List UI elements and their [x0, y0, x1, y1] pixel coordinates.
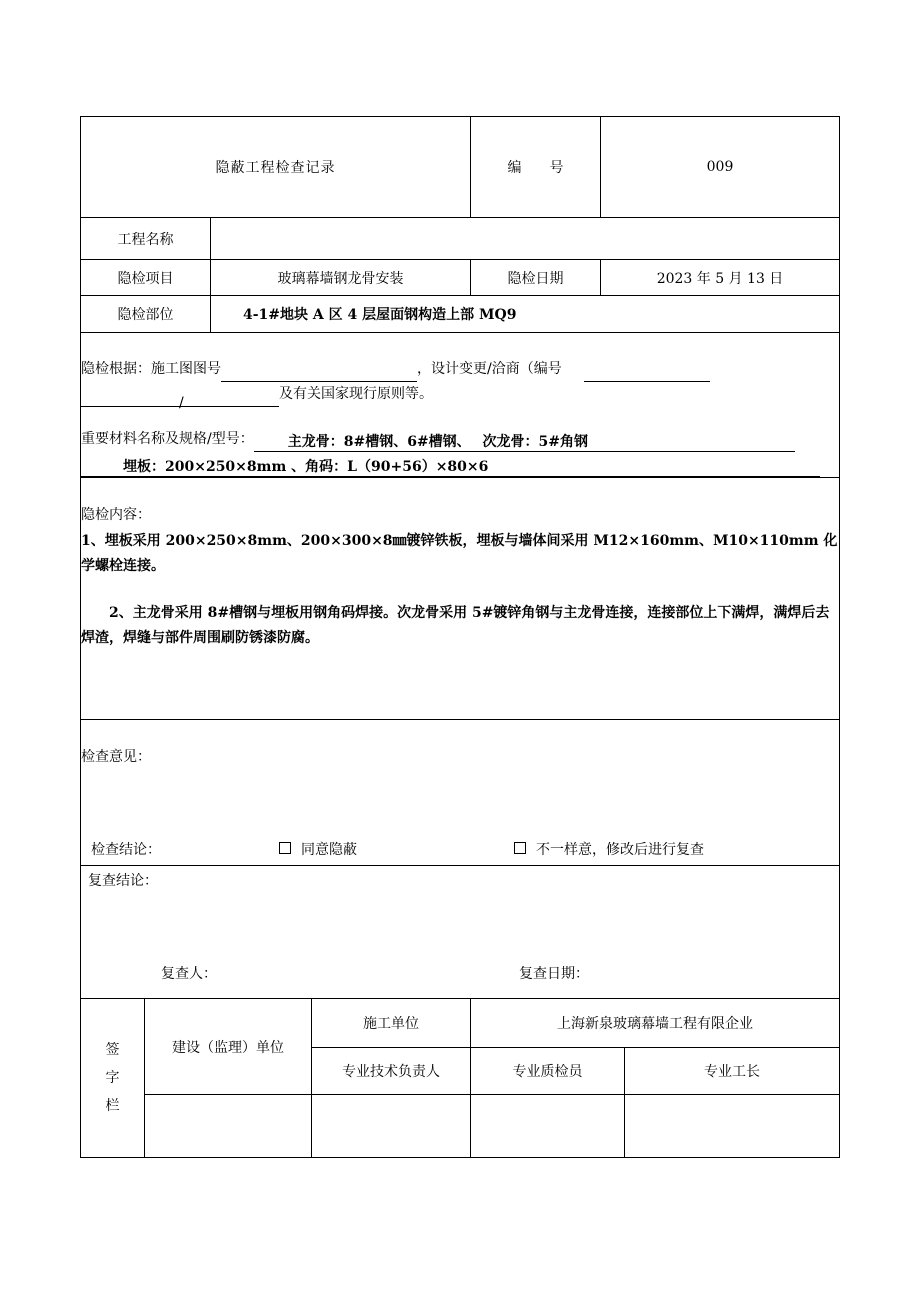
tech-lead-label: 专业技术负责人: [312, 1048, 471, 1095]
inspection-item-value: 玻璃幕墙钢龙骨安装: [211, 260, 471, 296]
basis-materials-row: [81, 333, 840, 478]
supervisor-signature-cell[interactable]: [145, 1095, 312, 1158]
inspection-date-label: 隐检日期: [471, 260, 601, 296]
project-name-value: [211, 218, 840, 260]
materials-line-2: [81, 452, 839, 477]
signature-row-1: [81, 999, 840, 1048]
materials-spec-2: 埋板：200×250×8mm 、角码：L（90+56）×80×6: [81, 458, 820, 477]
tech-lead-signature-cell[interactable]: [312, 1095, 471, 1158]
materials-label: 重要材料名称及规格/型号：: [81, 431, 254, 447]
inspection-location-label: 隐检部位: [81, 296, 211, 333]
inspection-date-value: 2023 年 5 月 13 日: [601, 260, 840, 296]
materials-spec-1: 主龙骨：8#槽钢、6#槽钢、 次龙骨：5#角钢: [254, 433, 795, 452]
supervisor-label: 建设（监理）单位: [145, 999, 312, 1095]
inspection-row: [81, 720, 840, 866]
content-item-1: 1、埋板采用 200×250×8mm、200×300×8㎜镀锌铁板，埋板与墙体间采用 M12×160mm、M10×110mm 化学螺栓连接。: [81, 533, 838, 574]
content-row: [81, 478, 840, 720]
change-number-blank: [584, 366, 710, 382]
inspection-conclusion-line: [91, 838, 161, 863]
basis-middle: ，设计变更/洽商（编号: [417, 361, 562, 377]
recheck-row: [81, 866, 840, 999]
disagree-checkbox[interactable]: [514, 842, 526, 854]
form-title: 隐蔽工程检查记录: [81, 117, 471, 218]
number-value: 009: [601, 117, 840, 218]
basis-line-1: [81, 357, 839, 382]
number-label: 编 号: [471, 117, 601, 218]
inspection-record-form: [80, 116, 839, 1158]
signature-row-3: [81, 1095, 840, 1158]
qc-inspector-label: 专业质检员: [471, 1048, 625, 1095]
signature-column-label: 签字栏: [81, 999, 145, 1158]
materials-line-1: [81, 427, 839, 452]
project-name-row: [81, 218, 840, 260]
foreman-signature-cell[interactable]: [625, 1095, 840, 1158]
inspection-opinion-label: 检查意见：: [81, 749, 151, 765]
contractor-value: 上海新泉玻璃幕墙工程有限企业: [471, 999, 840, 1048]
basis-suffix: 及有关国家现行原则等。: [279, 386, 433, 402]
basis-slash: /: [179, 395, 184, 411]
recheck-person-label: 复查人：: [161, 966, 217, 982]
drawing-number-blank: [221, 366, 417, 382]
inspection-conclusion-label: 检查结论：: [91, 842, 161, 858]
form-table: [80, 116, 840, 1158]
basis-line-2: [81, 382, 839, 411]
recheck-date-label: 复查日期：: [519, 966, 589, 982]
basis-blank-a: [81, 391, 179, 407]
basis-prefix: 隐检根据：施工图图号: [81, 361, 221, 377]
inspection-location-value: 4-1#地块 A 区 4 层屋面钢构造上部 MQ9: [211, 296, 840, 333]
header-row: [81, 117, 840, 218]
project-name-label: 工程名称: [81, 218, 211, 260]
option-disagree-label: 不一样意，修改后进行复查: [536, 842, 704, 858]
option-disagree[interactable]: [514, 838, 704, 863]
foreman-label: 专业工长: [625, 1048, 840, 1095]
agree-checkbox[interactable]: [279, 842, 291, 854]
option-agree-label: 同意隐蔽: [301, 842, 357, 858]
content-item-2: 2、主龙骨采用 8#槽钢与埋板用钢角码焊接。次龙骨采用 5#镀锌角钢与主龙骨连接，连接部位上下满焊，满焊后去焊渣，焊缝与部件周围刷防锈漆防腐。: [81, 605, 830, 646]
basis-slash-blank: [179, 391, 279, 411]
inspection-item-label: 隐检项目: [81, 260, 211, 296]
contractor-label: 施工单位: [312, 999, 471, 1048]
option-agree[interactable]: [279, 838, 357, 863]
qc-signature-cell[interactable]: [471, 1095, 625, 1158]
content-label: 隐检内容：: [81, 507, 151, 523]
inspection-location-row: [81, 296, 840, 333]
inspection-item-row: [81, 260, 840, 296]
recheck-conclusion-label: 复查结论：: [88, 873, 158, 889]
